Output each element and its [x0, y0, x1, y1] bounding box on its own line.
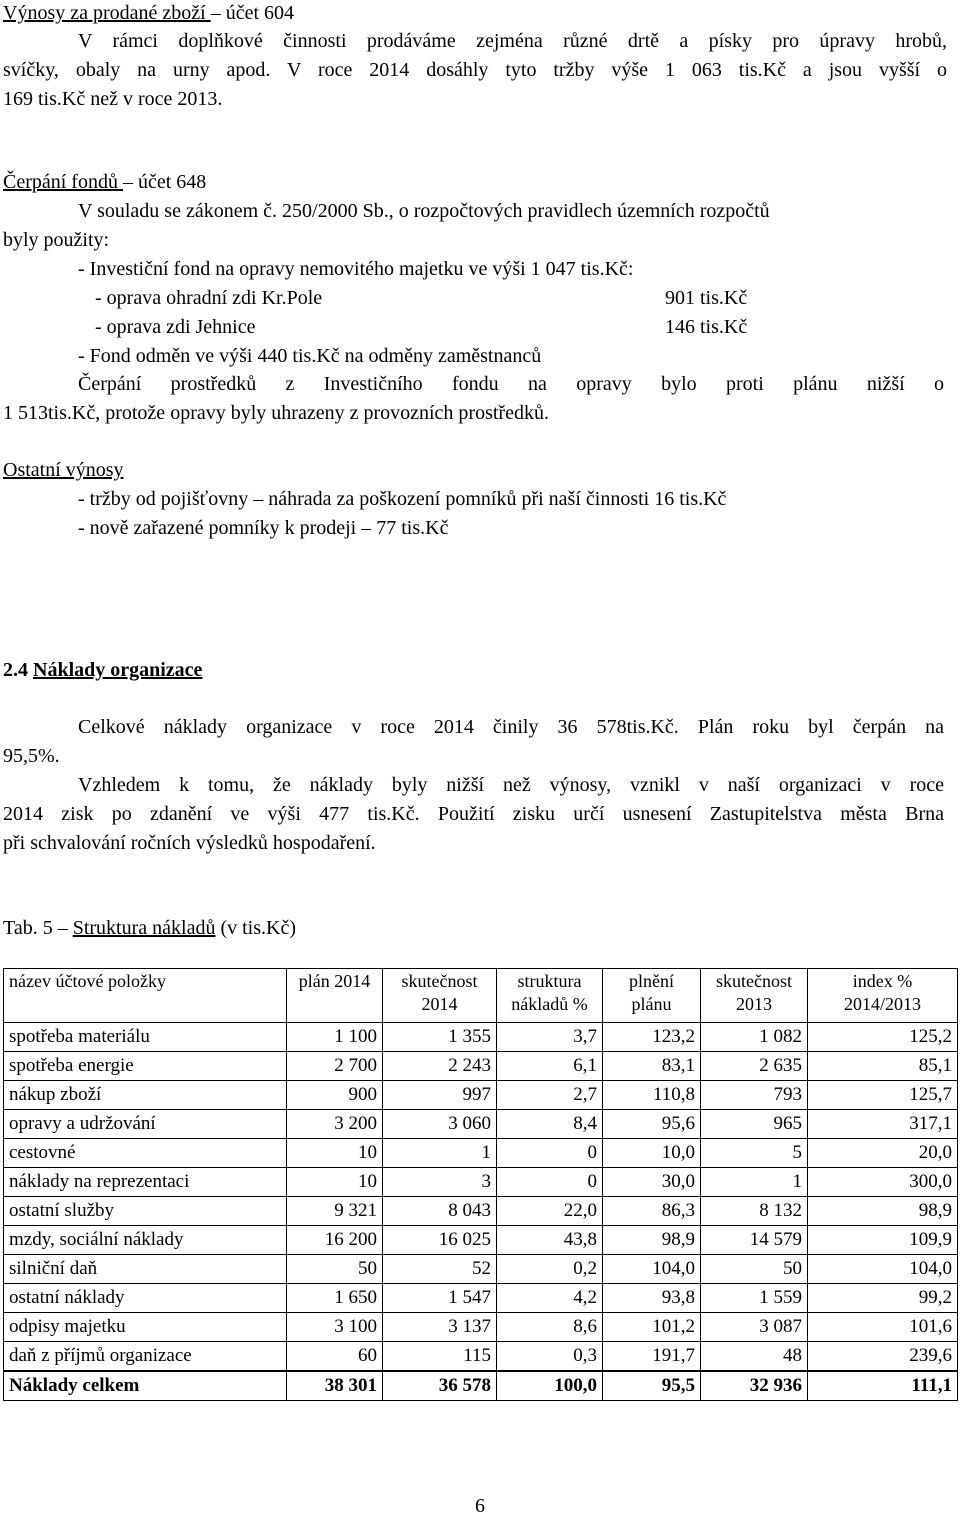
cell-index: 125,7	[808, 1081, 958, 1110]
table-row	[4, 1255, 958, 1284]
cell-plan: 16 200	[287, 1226, 383, 1255]
total-structure: 100,0	[497, 1371, 603, 1401]
sales-text-line-1: V rámci doplňkové činnosti prodáváme zejména různé drtě a písky pro úpravy hrobů,	[78, 30, 947, 52]
header-plan-2014: plán 2014	[287, 969, 383, 1023]
cell-structure: 43,8	[497, 1226, 603, 1255]
costs-text-line-4: 2014 zisk po zdanění ve výši 477 tis.Kč. Použití zisku určí usnesení Zastupitelstva města Brna	[3, 803, 944, 825]
header-item-name: název účtové položky	[4, 969, 287, 1023]
sales-account: – účet 604	[210, 2, 295, 24]
table-row	[4, 1052, 958, 1081]
cell-actual-prev: 48	[701, 1342, 808, 1372]
total-label: Náklady celkem	[4, 1371, 287, 1401]
table-header-row	[4, 969, 958, 1023]
row-label: náklady na reprezentaci	[4, 1168, 287, 1197]
cell-plan: 10	[287, 1168, 383, 1197]
costs-text-line-3: Vzhledem k tomu, že náklady byly nižší než výnosy, vznikl v naší organizaci v roce	[78, 774, 944, 796]
total-fulfillment: 95,5	[603, 1371, 701, 1401]
table-row	[4, 1226, 958, 1255]
cell-plan: 1 650	[287, 1284, 383, 1313]
cell-fulfillment: 123,2	[603, 1023, 701, 1052]
cell-plan: 60	[287, 1342, 383, 1372]
cell-fulfillment: 98,9	[603, 1226, 701, 1255]
cell-fulfillment: 191,7	[603, 1342, 701, 1372]
table-caption	[3, 916, 296, 940]
funds-rewards-line: - Fond odměn ve výši 440 tis.Kč na odměny zaměstnanců	[78, 345, 542, 367]
table-caption-suffix: (v tis.Kč)	[215, 917, 296, 939]
other-heading: Ostatní výnosy	[3, 459, 124, 481]
funds-item-1-value: 901 tis.Kč	[665, 287, 748, 309]
cell-fulfillment: 30,0	[603, 1168, 701, 1197]
cell-plan: 3 200	[287, 1110, 383, 1139]
cell-actual-prev: 5	[701, 1139, 808, 1168]
cell-structure: 0,2	[497, 1255, 603, 1284]
costs-text-line-1: Celkové náklady organizace v roce 2014 činily 36 578tis.Kč. Plán roku byl čerpán na	[78, 716, 944, 738]
cell-fulfillment: 95,6	[603, 1110, 701, 1139]
cell-fulfillment: 101,2	[603, 1313, 701, 1342]
cell-actual: 16 025	[383, 1226, 497, 1255]
cell-plan: 1 100	[287, 1023, 383, 1052]
cell-structure: 8,4	[497, 1110, 603, 1139]
cell-actual: 115	[383, 1342, 497, 1372]
cost-structure-table	[3, 968, 958, 1401]
cell-structure: 3,7	[497, 1023, 603, 1052]
funds-text-line-2: byly použity:	[3, 229, 110, 251]
sales-text-line-2: svíčky, obaly na urny apod. V roce 2014 dosáhly tyto tržby výše 1 063 tis.Kč a jsou vyšší o	[3, 59, 947, 81]
cell-actual-prev: 965	[701, 1110, 808, 1139]
table-row	[4, 1342, 958, 1372]
total-actual: 36 578	[383, 1371, 497, 1401]
row-label: opravy a udržování	[4, 1110, 287, 1139]
cell-actual: 1 355	[383, 1023, 497, 1052]
cell-actual: 3 137	[383, 1313, 497, 1342]
cell-fulfillment: 10,0	[603, 1139, 701, 1168]
cell-plan: 50	[287, 1255, 383, 1284]
funds-text-line-6: 1 513tis.Kč, protože opravy byly uhrazeny z provozních prostředků.	[3, 402, 549, 424]
cell-plan: 9 321	[287, 1197, 383, 1226]
cell-index: 101,6	[808, 1313, 958, 1342]
funds-heading: Čerpání fondů	[3, 171, 123, 193]
funds-heading-line	[3, 170, 206, 194]
cell-actual-prev: 3 087	[701, 1313, 808, 1342]
row-label: daň z příjmů organizace	[4, 1342, 287, 1372]
cell-actual: 1 547	[383, 1284, 497, 1313]
cell-fulfillment: 110,8	[603, 1081, 701, 1110]
cell-actual: 3 060	[383, 1110, 497, 1139]
cell-fulfillment: 93,8	[603, 1284, 701, 1313]
cell-fulfillment: 83,1	[603, 1052, 701, 1081]
other-text-line-1: - tržby od pojišťovny – náhrada za poškození pomníků při naší činnosti 16 tis.Kč	[78, 488, 727, 510]
costs-text-line-2: 95,5%.	[3, 745, 60, 767]
row-label: spotřeba materiálu	[4, 1023, 287, 1052]
header-cost-structure: struktura nákladů %	[497, 969, 603, 1023]
cell-index: 239,6	[808, 1342, 958, 1372]
table-caption-title: Struktura nákladů	[72, 917, 216, 939]
cell-index: 104,0	[808, 1255, 958, 1284]
cell-actual-prev: 50	[701, 1255, 808, 1284]
cell-index: 300,0	[808, 1168, 958, 1197]
sales-heading: Výnosy za prodané zboží	[3, 2, 211, 24]
table-row	[4, 1081, 958, 1110]
cell-fulfillment: 86,3	[603, 1197, 701, 1226]
cell-actual-prev: 14 579	[701, 1226, 808, 1255]
cell-actual: 2 243	[383, 1052, 497, 1081]
total-index: 111,1	[808, 1371, 958, 1401]
funds-text-line-1: V souladu se zákonem č. 250/2000 Sb., o rozpočtových pravidlech územních rozpočtů	[78, 200, 770, 222]
cell-structure: 4,2	[497, 1284, 603, 1313]
sales-heading-line	[3, 1, 294, 25]
cell-fulfillment: 104,0	[603, 1255, 701, 1284]
funds-item-2-value: 146 tis.Kč	[665, 316, 748, 338]
cell-index: 99,2	[808, 1284, 958, 1313]
row-label: spotřeba energie	[4, 1052, 287, 1081]
table-caption-prefix: Tab. 5 –	[3, 917, 73, 939]
row-label: ostatní náklady	[4, 1284, 287, 1313]
table-row	[4, 1110, 958, 1139]
row-label: ostatní služby	[4, 1197, 287, 1226]
sales-text-line-3: 169 tis.Kč než v roce 2013.	[3, 88, 223, 110]
row-label: silniční daň	[4, 1255, 287, 1284]
table-row	[4, 1139, 958, 1168]
cell-index: 98,9	[808, 1197, 958, 1226]
cell-actual: 1	[383, 1139, 497, 1168]
costs-heading-line	[3, 658, 202, 682]
funds-account: – účet 648	[122, 171, 207, 193]
row-label: nákup zboží	[4, 1081, 287, 1110]
table-row	[4, 1284, 958, 1313]
table-row	[4, 1313, 958, 1342]
cell-plan: 3 100	[287, 1313, 383, 1342]
costs-heading: Náklady organizace	[33, 659, 203, 681]
table-row	[4, 1023, 958, 1052]
cell-index: 85,1	[808, 1052, 958, 1081]
funds-item-2-label: - oprava zdi Jehnice	[95, 316, 256, 338]
cell-plan: 10	[287, 1139, 383, 1168]
cell-structure: 2,7	[497, 1081, 603, 1110]
cell-actual: 52	[383, 1255, 497, 1284]
cell-actual-prev: 793	[701, 1081, 808, 1110]
cell-index: 109,9	[808, 1226, 958, 1255]
costs-text-line-5: při schvalování ročních výsledků hospodaření.	[3, 832, 376, 854]
row-label: mzdy, sociální náklady	[4, 1226, 287, 1255]
cell-index: 20,0	[808, 1139, 958, 1168]
cell-actual-prev: 8 132	[701, 1197, 808, 1226]
header-plan-fulfillment: plnění plánu	[603, 969, 701, 1023]
cell-structure: 0	[497, 1168, 603, 1197]
header-index: index % 2014/2013	[808, 969, 958, 1023]
table-row	[4, 1168, 958, 1197]
table-row	[4, 1197, 958, 1226]
cell-actual: 8 043	[383, 1197, 497, 1226]
cell-structure: 0,3	[497, 1342, 603, 1372]
cell-plan: 900	[287, 1081, 383, 1110]
funds-item-1-label: - oprava ohradní zdi Kr.Pole	[95, 287, 323, 309]
header-actual-2014: skutečnost 2014	[383, 969, 497, 1023]
cell-index: 317,1	[808, 1110, 958, 1139]
total-plan: 38 301	[287, 1371, 383, 1401]
row-label: odpisy majetku	[4, 1313, 287, 1342]
table-total-row	[4, 1371, 958, 1401]
cell-actual: 997	[383, 1081, 497, 1110]
funds-investment-line: - Investiční fond na opravy nemovitého majetku ve výši 1 047 tis.Kč:	[78, 258, 634, 280]
cell-actual-prev: 2 635	[701, 1052, 808, 1081]
cell-index: 125,2	[808, 1023, 958, 1052]
cell-actual-prev: 1	[701, 1168, 808, 1197]
cell-structure: 8,6	[497, 1313, 603, 1342]
cell-structure: 0	[497, 1139, 603, 1168]
header-actual-2013: skutečnost 2013	[701, 969, 808, 1023]
total-actual-prev: 32 936	[701, 1371, 808, 1401]
cell-actual-prev: 1 559	[701, 1284, 808, 1313]
page-number: 6	[475, 1495, 485, 1517]
cell-structure: 6,1	[497, 1052, 603, 1081]
cell-plan: 2 700	[287, 1052, 383, 1081]
costs-section-number: 2.4	[3, 659, 33, 681]
funds-text-line-5: Čerpání prostředků z Investičního fondu na opravy bylo proti plánu nižší o	[78, 373, 944, 395]
cell-structure: 22,0	[497, 1197, 603, 1226]
row-label: cestovné	[4, 1139, 287, 1168]
cell-actual-prev: 1 082	[701, 1023, 808, 1052]
other-text-line-2: - nově zařazené pomníky k prodeji – 77 tis.Kč	[78, 517, 449, 539]
cell-actual: 3	[383, 1168, 497, 1197]
